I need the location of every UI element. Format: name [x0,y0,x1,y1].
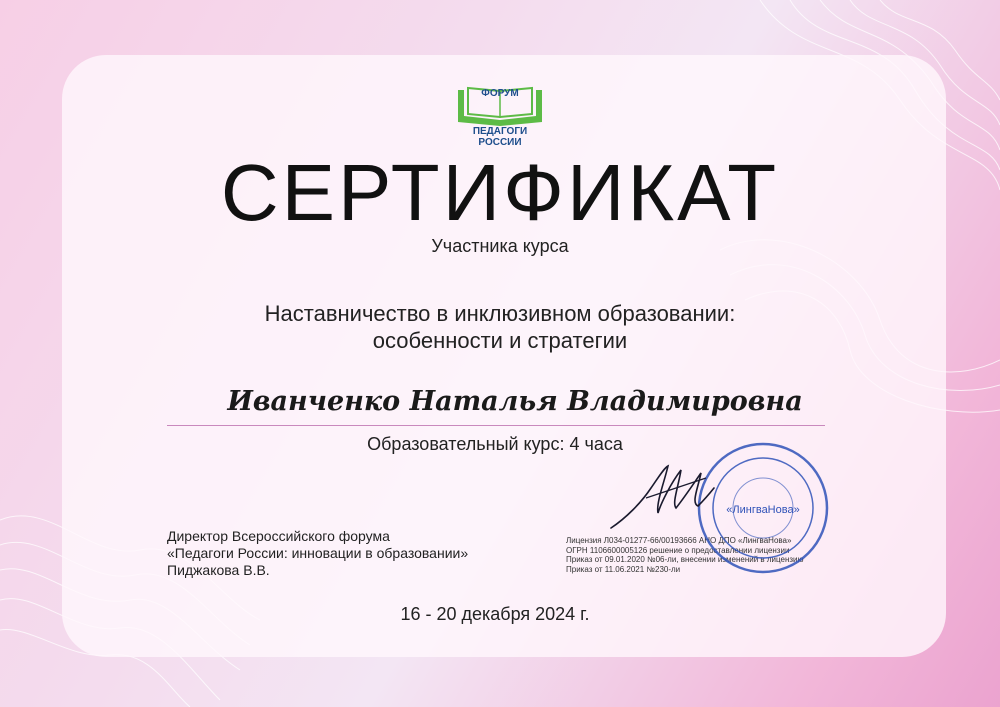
certificate-subtitle: Участника курса [431,236,569,256]
license-line4: Приказ от 11.06.2021 №230-ли [566,564,681,574]
director-name: Пиджакова В.В. [167,562,270,578]
course-hours: Образовательный курс: 4 часа [367,434,623,454]
license-line1: Лицензия Л034-01277-66/00193666 АНО ДПО «ЛингваНова» [566,536,792,545]
certificate-title: СЕРТИФИКАТ [220,148,780,237]
course-title-line1: Наставничество в инклюзивном образовании: [264,301,736,326]
director-signature [606,458,716,538]
stamp-center-text: «ЛингваНова» [726,504,800,516]
director-line2: «Педагоги России: инновации в образовании» [167,545,469,561]
director-block [167,528,468,579]
license-line3: Приказ от 09.01.2020 №06-ли, внесении изменений в лицензию [566,555,804,564]
logo-top-text: ФОРУМ [481,88,519,99]
license-line2: ОГРН 1106600005126 решение о предоставлении лицензии [566,545,790,555]
course-title-line2: особенности и стратегии [372,328,628,353]
logo-bottom-text: ПЕДАГОГИ РОССИИ [472,126,528,148]
forum-logo [450,82,550,148]
participant-name: Иванченко Наталья Владимировна [227,386,803,417]
course-title [0,300,1000,354]
course-date: 16 - 20 декабря 2024 г. [400,604,590,624]
name-underline [167,425,825,426]
director-line1: Директор Всероссийского форума [167,528,390,544]
